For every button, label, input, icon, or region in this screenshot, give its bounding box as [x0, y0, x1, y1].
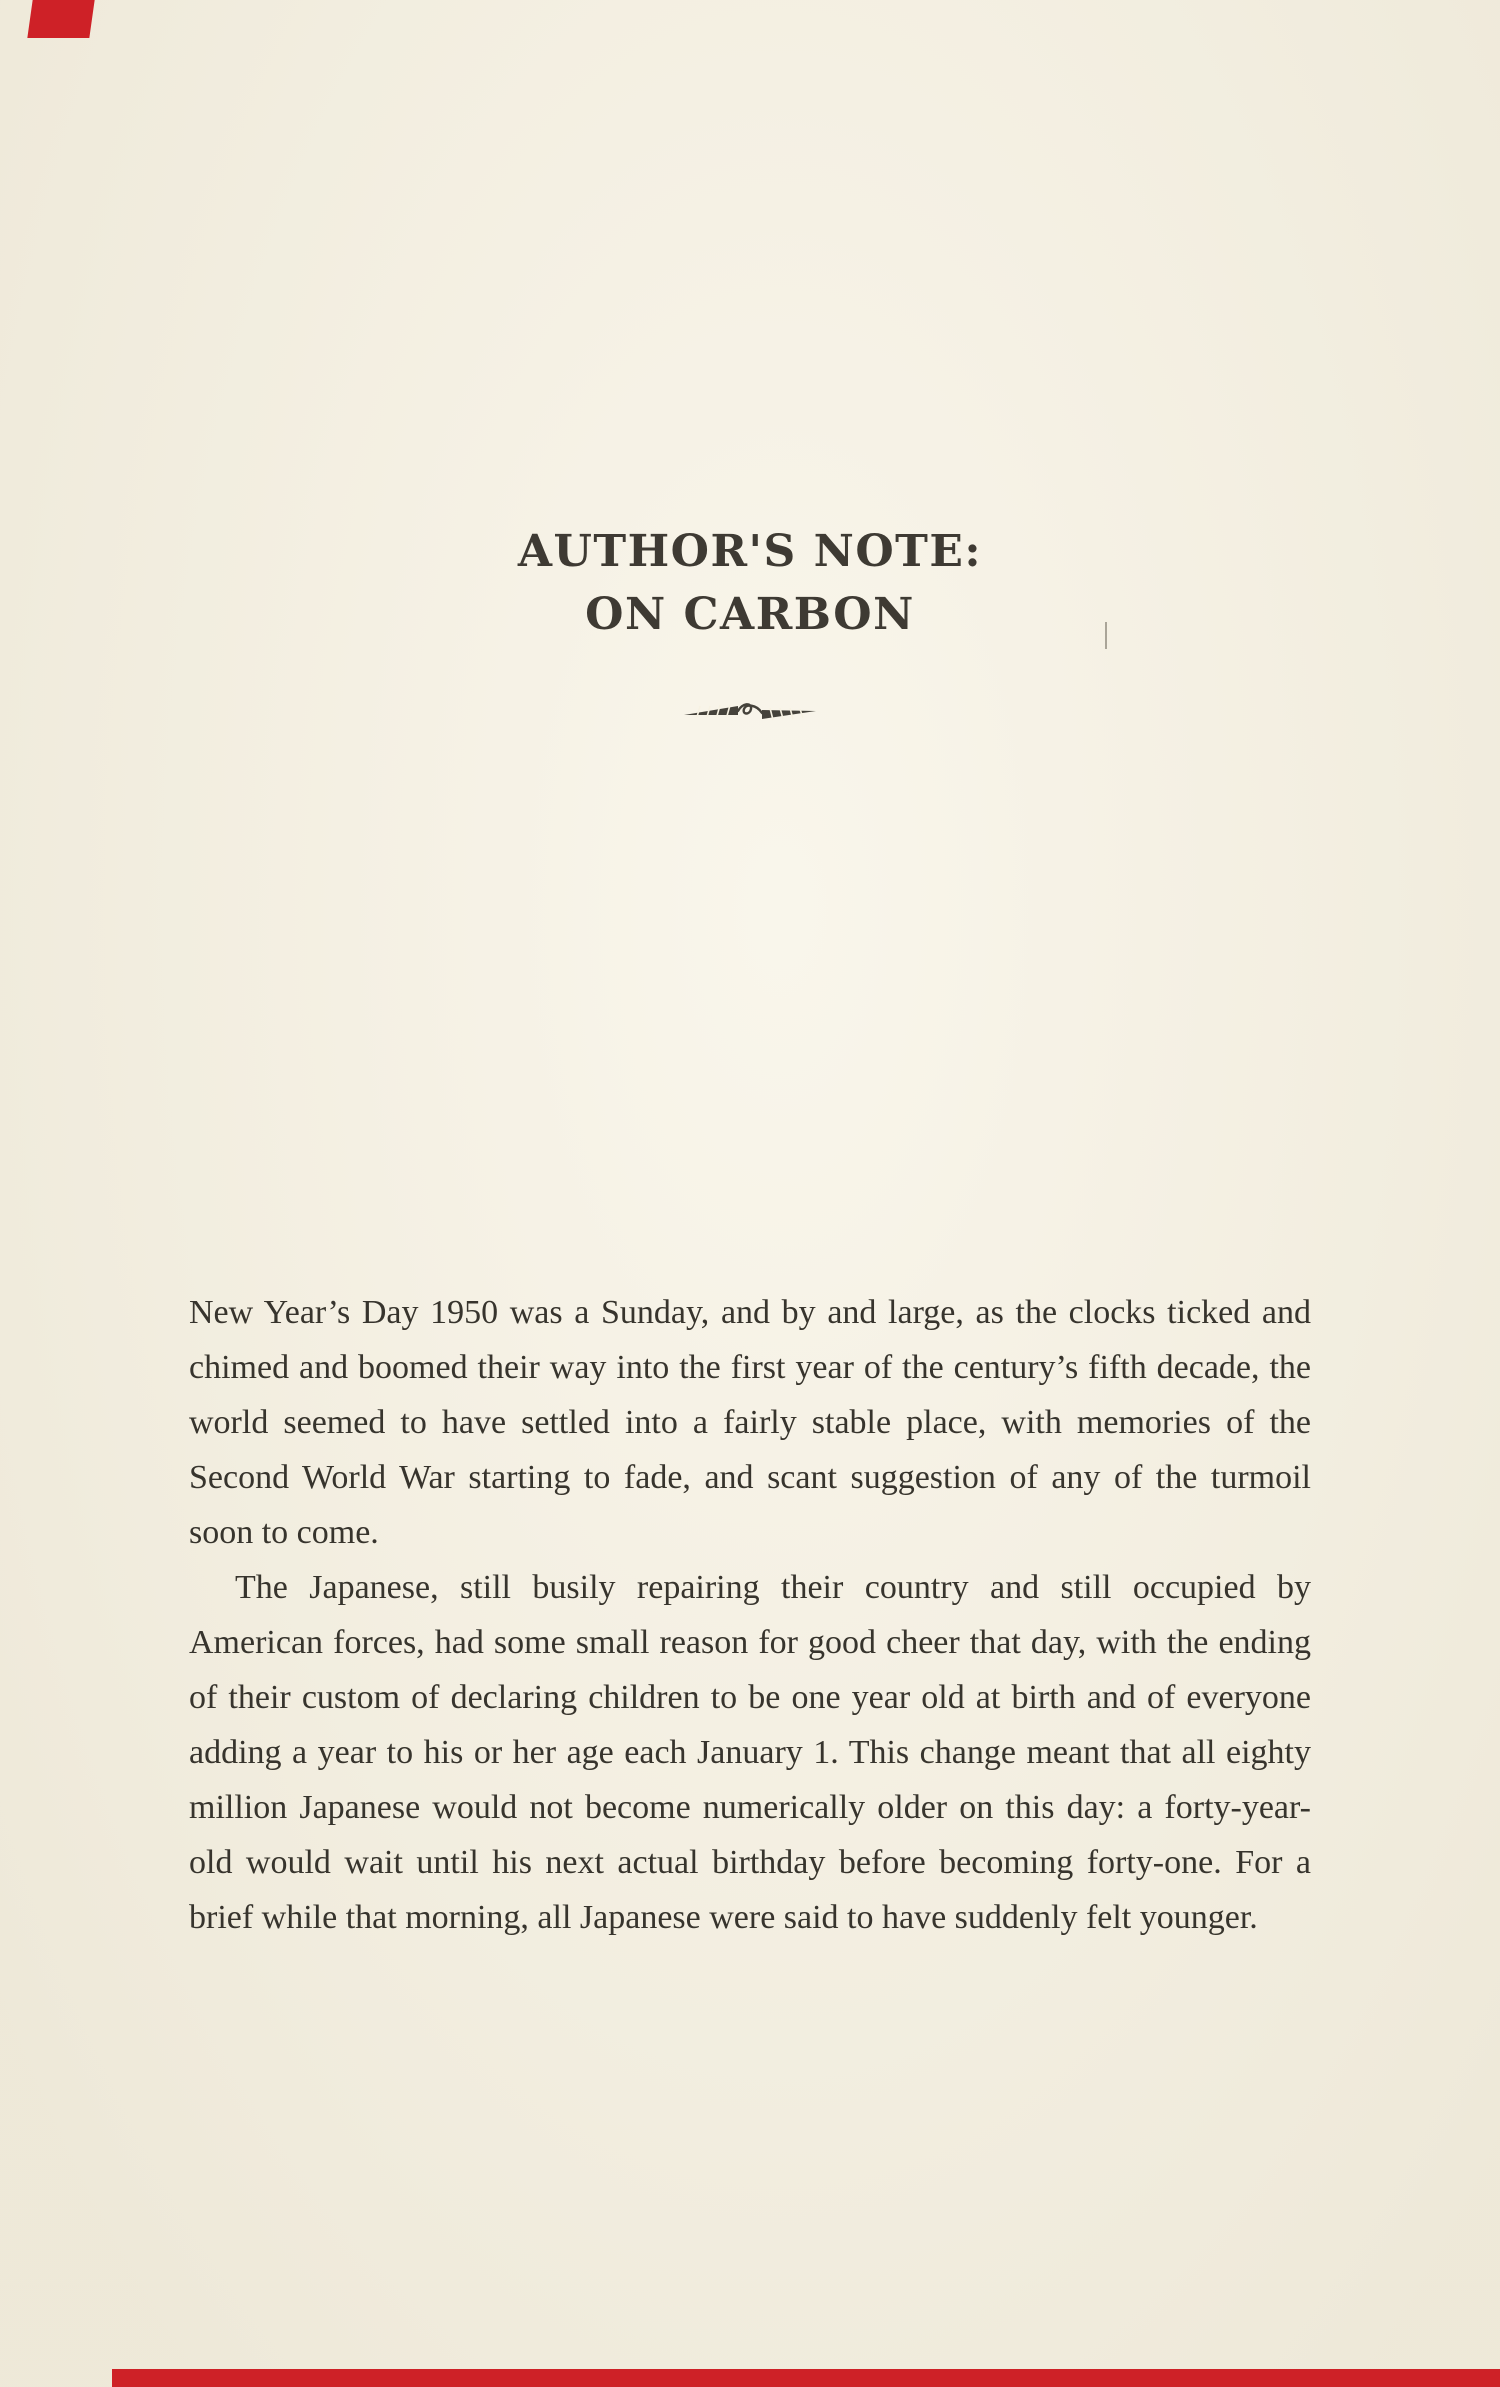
chapter-heading: [0, 0, 1500, 646]
flourish-ornament-icon: [684, 700, 816, 724]
book-cover-edge-bottom: [112, 2369, 1500, 2387]
chapter-heading-line-2: ON CARBON: [585, 589, 915, 640]
body-text-block: [189, 1285, 1311, 1945]
chapter-heading-line-1: AUTHOR'S NOTE:: [517, 526, 983, 577]
ornament-container: [0, 700, 1500, 729]
print-artifact-mark: [1105, 622, 1107, 649]
book-cover-edge-top: [27, 0, 94, 38]
body-paragraph: New Year’s Day 1950 was a Sunday, and by and large, as the clocks ticked and chimed and boomed their way into the first year of the century’s fifth decade, the world seemed to have settled into a fairly stable place, with memories of the Second World War starting to fade, and scant suggestion of any of the turmoil soon to come.: [189, 1294, 1311, 1551]
body-paragraph: The Japanese, still busily repairing their country and still occupied by American forces, had some small reason for good cheer that day, with the ending of their custom of declaring children to be one year old at birth and of everyone adding a year to his or her age each January 1. This change meant that all eighty million Japanese would not become numerically older on this day: a forty-year-old would wait until his next actual birthday before becoming forty-one. For a brief while that morning, all Japanese were said to have suddenly felt younger.: [189, 1569, 1311, 1936]
